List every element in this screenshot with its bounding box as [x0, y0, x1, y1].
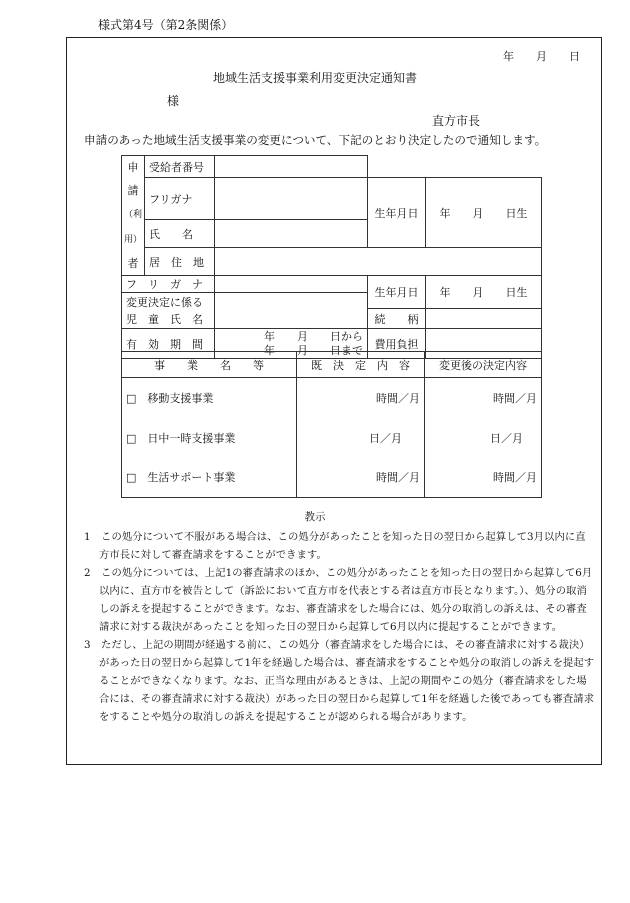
notice-item: 1 この処分について不服がある場合は、この処分があったことを知った日の翌日から起算して3月以内に直方市長に対して審査請求をすることができます。	[84, 531, 586, 561]
service-row-life-support-current: 時間／月	[297, 458, 425, 498]
furigana-label: フリガナ	[145, 178, 215, 220]
relation-label: 続 柄	[368, 309, 426, 329]
service-row-life-support[interactable]: □ 生活サポート事業	[122, 458, 297, 498]
relation-value[interactable]	[426, 309, 542, 329]
issuer: 直方市長	[432, 114, 481, 128]
service-row-daytime[interactable]: □ 日中一時支援事業	[122, 418, 297, 458]
service-header-changed: 変更後の決定内容	[425, 352, 542, 378]
service-row-mobility-current: 時間／月	[297, 378, 425, 418]
cost-label: 費用負担	[368, 329, 426, 359]
period-value[interactable]: 年 月 日から 年 月 日まで	[215, 329, 368, 359]
service-header-current: 既 決 定 内 容	[297, 352, 425, 378]
service-table	[121, 351, 542, 498]
applicant-side-label: 申 請 （利 用） 者	[122, 156, 145, 276]
document-title: 地域生活支援事業利用変更決定通知書	[212, 71, 417, 85]
service-row-mobility[interactable]: □ 移動支援事業	[122, 378, 297, 418]
intro-text: 申請のあった地域生活支援事業の変更について、下記のとおり決定したので通知します。	[84, 133, 547, 147]
child-birth-value[interactable]: 年 月 日生	[426, 276, 542, 309]
form-code: 様式第4号（第2条関係）	[98, 18, 234, 32]
child-name-value[interactable]	[215, 293, 368, 329]
birth-label: 生年月日	[368, 178, 426, 248]
furigana-value[interactable]	[215, 178, 368, 220]
date-line: 年 月 日	[503, 50, 580, 63]
notice-item: 2 この処分については、上記1の審査請求のほか、この処分があったことを知った日の翌日から起算して6月以内に、直方市を被告として（訴訟において直方市を代表とする者は直方市長となります。）、処分の取消しの訴えを提起することができます。なお、審査請求をした場合には、処分の取消しの訴えは、その審査請求に対する裁決があったことを知った日の翌日から起算して6月以内に提起することができます。	[84, 567, 593, 633]
child-furigana-label: フ リ ガ ナ	[122, 276, 215, 293]
applicant-table	[121, 155, 542, 359]
notice-item: 3 ただし、上記の期間が経過する前に、この処分（審査請求をした場合には、その審査請求に対する裁決）があった日の翌日から起算して1年を経過した場合は、審査請求をすることや処分の取消しの訴えを提起することができなくなります。なお、正当な理由があるときは、上記の期間やこの処分（審査請求をした場合には、その審査請求に対する裁決）があった日の翌日から起算して1年を経過した後であっても審査請求をすることや処分の取消しの訴えを提起することが認められる場合があります。	[84, 639, 595, 723]
name-value[interactable]	[215, 220, 368, 248]
notice-notes	[84, 528, 596, 726]
name-label: 氏 名	[145, 220, 215, 248]
service-header-name: 事 業 名 等	[122, 352, 297, 378]
service-row-mobility-changed: 時間／月	[425, 378, 542, 418]
service-row-daytime-current: 日／月	[297, 418, 425, 458]
child-furigana-value[interactable]	[215, 276, 368, 293]
recipient-number-value[interactable]	[215, 156, 368, 178]
address-value[interactable]	[215, 248, 542, 276]
recipient-number-label: 受給者番号	[145, 156, 215, 178]
notice-title: 教示	[304, 511, 326, 523]
service-row-life-support-changed: 時間／月	[425, 458, 542, 498]
addressee-suffix: 様	[167, 94, 180, 108]
period-label: 有 効 期 間	[122, 329, 215, 359]
address-label: 居 住 地	[145, 248, 215, 276]
service-row-daytime-changed: 日／月	[425, 418, 542, 458]
child-name-label: 変更決定に係る 児 童 氏 名	[122, 293, 215, 329]
child-birth-label: 生年月日	[368, 276, 426, 309]
birth-value[interactable]: 年 月 日生	[426, 178, 542, 248]
